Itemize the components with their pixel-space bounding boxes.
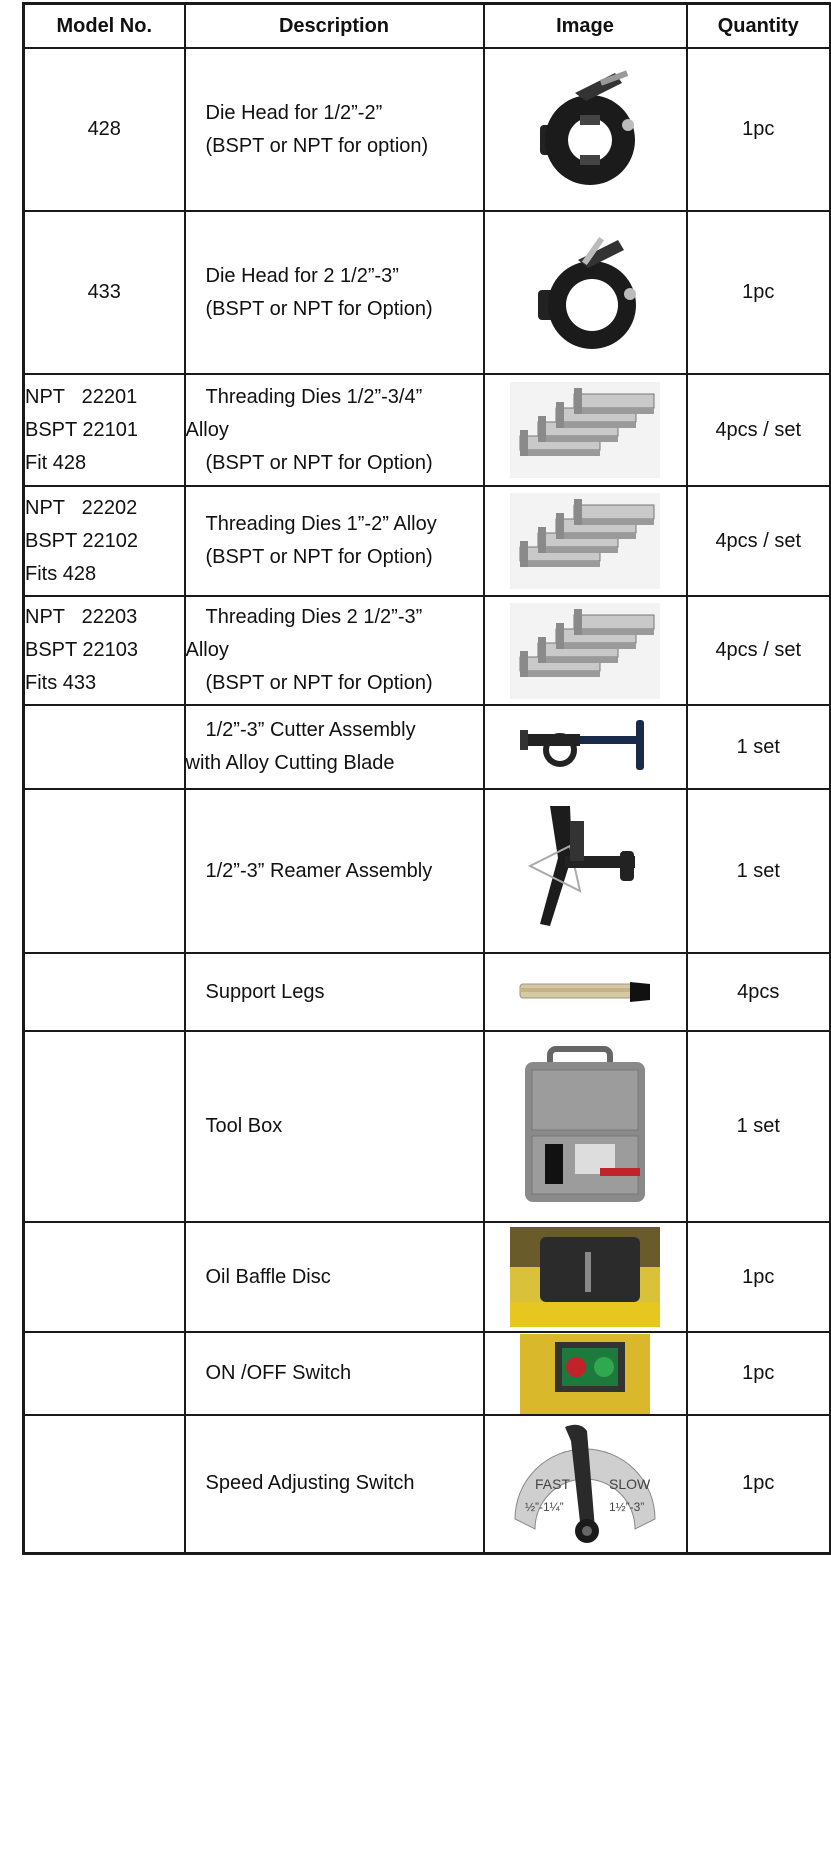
image-cell — [484, 1031, 687, 1222]
description-cell — [185, 48, 484, 211]
svg-text:½”-1¼”: ½”-1¼” — [525, 1499, 564, 1514]
quantity-cell: 1pc — [687, 48, 831, 211]
description-cell — [185, 953, 484, 1031]
image-cell — [484, 1222, 687, 1332]
description-line: (BSPT or NPT for Option) — [205, 297, 433, 320]
image-cell — [484, 211, 687, 374]
quantity-cell: 1 set — [687, 1031, 831, 1222]
model-line: NPT 22202 — [25, 496, 138, 519]
table-row — [24, 596, 831, 705]
model-line: 433 — [87, 281, 121, 303]
model-cell — [24, 705, 185, 789]
image-cell — [484, 1415, 687, 1553]
model-cell — [24, 596, 185, 705]
image-cell — [484, 48, 687, 211]
model-line: Fits 433 — [25, 672, 97, 694]
model-cell — [24, 211, 185, 374]
description-line: Die Head for 2 1/2”-3” — [205, 264, 399, 287]
table-row — [24, 789, 831, 953]
image-cell — [484, 1332, 687, 1415]
image-cell — [484, 953, 687, 1031]
model-line: NPT 22201 — [25, 385, 138, 408]
model-cell — [24, 789, 185, 953]
model-cell — [24, 1031, 185, 1222]
description-line: Threading Dies 2 1/2”-3” — [205, 606, 423, 628]
model-cell — [24, 486, 185, 596]
description-line: Oil Baffle Disc — [205, 1265, 331, 1288]
description-line: (BSPT or NPT for option) — [205, 134, 429, 157]
quantity-cell: 1 set — [687, 705, 831, 789]
description-line: Threading Dies 1/2”-3/4” — [205, 385, 423, 408]
die-head-433-icon — [485, 228, 686, 358]
description-cell — [185, 789, 484, 953]
table-row — [24, 374, 831, 486]
description-line: 1/2”-3” Reamer Assembly — [205, 859, 433, 882]
model-line: Fit 428 — [25, 451, 87, 474]
support-legs-icon — [485, 972, 686, 1012]
description-cell — [185, 1222, 484, 1332]
threading-dies-icon — [485, 382, 686, 478]
description-line: Speed Adjusting Switch — [205, 1472, 415, 1495]
quantity-cell: 1pc — [687, 1415, 831, 1553]
speed-switch-icon — [485, 1419, 686, 1549]
description-line: (BSPT or NPT for Option) — [205, 451, 433, 474]
description-cell — [185, 596, 484, 705]
image-cell — [484, 374, 687, 486]
threading-dies-icon — [485, 493, 686, 589]
model-line: NPT 22203 — [25, 606, 138, 628]
table-row — [24, 48, 831, 211]
description-cell — [185, 486, 484, 596]
description-cell — [185, 1332, 484, 1415]
description-line: ON /OFF Switch — [205, 1362, 352, 1384]
description-cell — [185, 374, 484, 486]
description-line: with Alloy Cutting Blade — [185, 752, 395, 774]
description-cell — [185, 1415, 484, 1553]
quantity-cell: 4pcs / set — [687, 486, 831, 596]
header-description: Description — [185, 4, 484, 49]
svg-text:FAST: FAST — [535, 1475, 571, 1492]
model-cell — [24, 48, 185, 211]
description-line: 1/2”-3” Cutter Assembly — [205, 719, 416, 741]
table-row — [24, 1415, 831, 1553]
quantity-cell: 1 set — [687, 789, 831, 953]
table-row — [24, 1332, 831, 1415]
model-cell — [24, 1332, 185, 1415]
header-model: Model No. — [24, 4, 185, 49]
image-cell — [484, 789, 687, 953]
reamer-icon — [485, 796, 686, 946]
description-line: Threading Dies 1”-2” Alloy — [205, 513, 437, 535]
quantity-cell: 4pcs / set — [687, 596, 831, 705]
description-line: (BSPT or NPT for Option) — [205, 672, 433, 694]
description-cell — [185, 1031, 484, 1222]
pipe-cutter-icon — [485, 712, 686, 782]
image-cell — [484, 705, 687, 789]
model-cell — [24, 1222, 185, 1332]
model-cell — [24, 374, 185, 486]
header-quantity: Quantity — [687, 4, 831, 49]
model-line: Fits 428 — [25, 562, 97, 585]
table-row — [24, 1031, 831, 1222]
description-line: Support Legs — [205, 980, 325, 1003]
table-row — [24, 1222, 831, 1332]
quantity-cell: 4pcs / set — [687, 374, 831, 486]
table-row — [24, 486, 831, 596]
parts-table — [22, 2, 831, 1555]
image-cell — [484, 596, 687, 705]
model-line: BSPT 22101 — [25, 418, 139, 441]
model-line: BSPT 22103 — [25, 639, 139, 661]
description-line: Alloy — [185, 639, 229, 661]
oil-baffle-disc-icon — [485, 1227, 686, 1327]
quantity-cell: 1pc — [687, 1332, 831, 1415]
image-cell — [484, 486, 687, 596]
on-off-switch-icon — [485, 1334, 686, 1414]
model-line: BSPT 22102 — [25, 529, 139, 552]
quantity-cell: 4pcs — [687, 953, 831, 1031]
svg-text:1½”-3”: 1½”-3” — [609, 1499, 645, 1514]
quantity-cell: 1pc — [687, 1222, 831, 1332]
table-row — [24, 705, 831, 789]
description-cell — [185, 211, 484, 374]
header-row — [24, 4, 831, 49]
description-cell — [185, 705, 484, 789]
description-line: Tool Box — [205, 1115, 283, 1137]
svg-text:SLOW: SLOW — [609, 1475, 651, 1492]
description-line: Alloy — [185, 418, 229, 441]
header-image: Image — [484, 4, 687, 49]
table-row — [24, 953, 831, 1031]
die-head-428-icon — [485, 65, 686, 195]
threading-dies-icon — [485, 603, 686, 699]
model-line: 428 — [87, 118, 121, 140]
description-line: Die Head for 1/2”-2” — [205, 101, 383, 124]
table-row — [24, 211, 831, 374]
tool-box-icon — [485, 1044, 686, 1209]
quantity-cell: 1pc — [687, 211, 831, 374]
description-line: (BSPT or NPT for Option) — [205, 546, 433, 568]
model-cell — [24, 953, 185, 1031]
model-cell — [24, 1415, 185, 1553]
